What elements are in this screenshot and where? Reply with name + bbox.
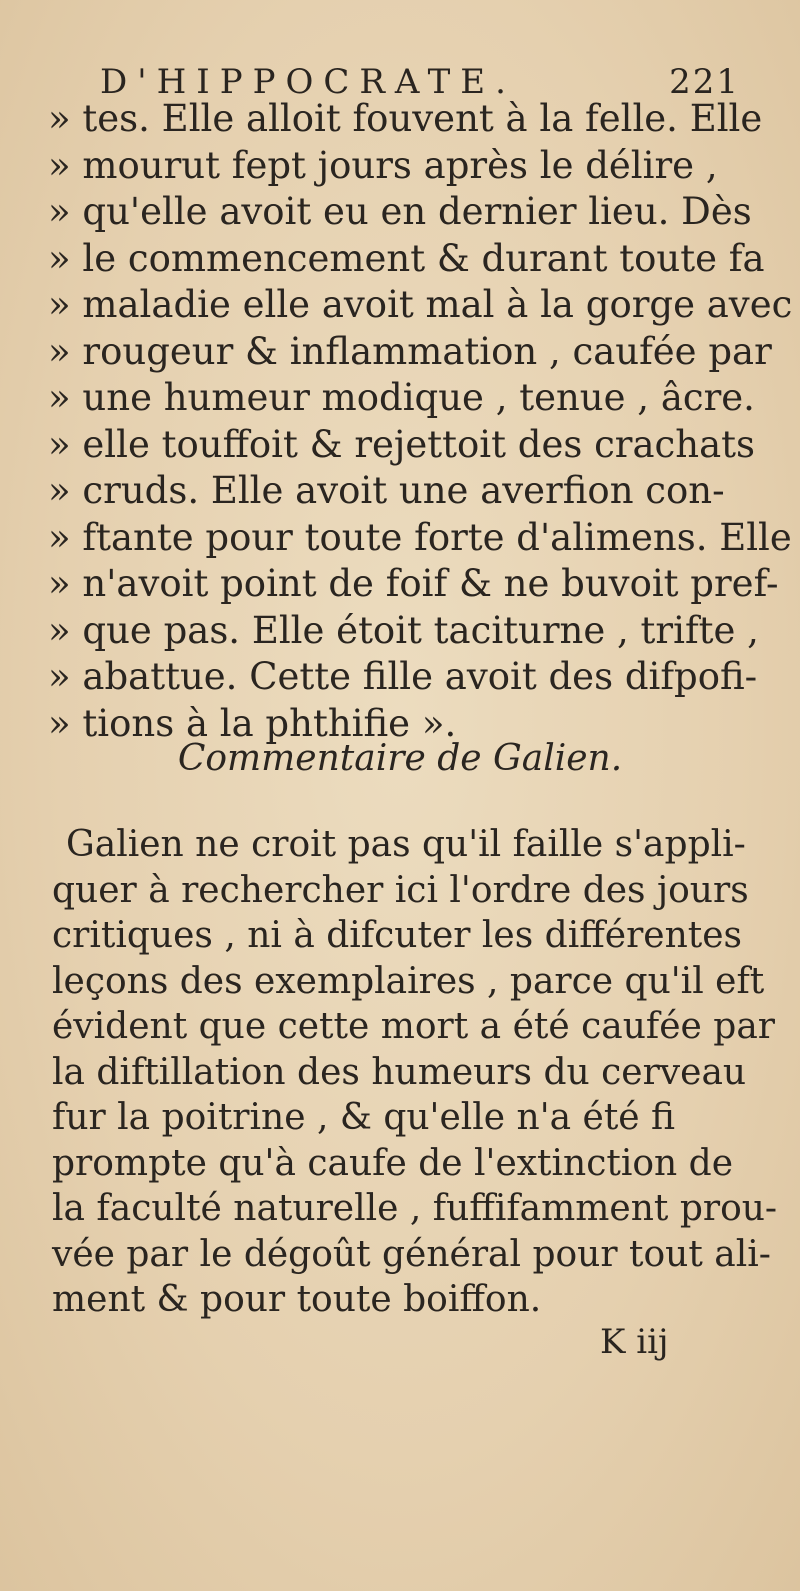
quote-line: » abattue. Cette fille avoit des difpofi- (48, 654, 768, 701)
quote-line: » tions à la phthifie ». (48, 701, 768, 748)
commentary-line: la faculté naturelle , fuffifamment prou- (52, 1188, 778, 1229)
quote-line: » elle touffoit & rejettoit des crachats (48, 422, 768, 469)
quote-line: » que pas. Elle étoit taciturne , trifte , (48, 608, 768, 655)
quote-line: » tes. Elle alloit fouvent à la felle. Elle (48, 96, 768, 143)
commentary-line: leçons des exemplaires , parce qu'il eft (52, 960, 765, 1002)
commentary-paragraph (52, 822, 778, 1323)
commentary-line: ment & pour toute boiffon. (52, 1279, 542, 1320)
commentary-line: évident que cette mort a été caufée par (52, 1006, 775, 1047)
commentary-line: quer à rechercher ici l'ordre des jours (52, 869, 749, 911)
commentary-line: vée par le dégoût général pour tout ali- (52, 1233, 771, 1275)
quote-line: » mourut fept jours après le délire , (48, 143, 768, 190)
signature-mark: K iij (600, 1322, 669, 1362)
commentary-line: critiques , ni à difcuter les différentes (52, 915, 743, 956)
quote-line: » cruds. Elle avoit une averfion con- (48, 468, 768, 515)
commentary-line: la diftillation des humeurs du cerveau (52, 1051, 747, 1093)
quote-line: » n'avoit point de foif & ne buvoit pref- (48, 561, 768, 608)
page-number: 221 (669, 62, 740, 102)
quote-line: » qu'elle avoit eu en dernier lieu. Dès (48, 189, 768, 236)
commentary-line: fur la poitrine , & qu'elle n'a été fi (52, 1097, 676, 1138)
quoted-passage (48, 96, 793, 747)
quote-line: » rougeur & inflammation , caufée par (48, 329, 768, 376)
section-heading: Commentaire de Galien. (177, 738, 623, 779)
commentary-line: Galien ne croit pas qu'il faille s'appli- (66, 824, 746, 865)
commentary-line: prompte qu'à caufe de l'extinction de (52, 1142, 734, 1184)
quote-line: » ftante pour toute forte d'alimens. Elle (48, 515, 768, 562)
running-title: D'HIPPOCRATE. (100, 62, 516, 102)
quote-line: » maladie elle avoit mal à la gorge avec (48, 282, 768, 329)
quote-line: » une humeur modique , tenue , âcre. (48, 375, 768, 422)
quote-line: » le commencement & durant toute fa (48, 236, 768, 283)
